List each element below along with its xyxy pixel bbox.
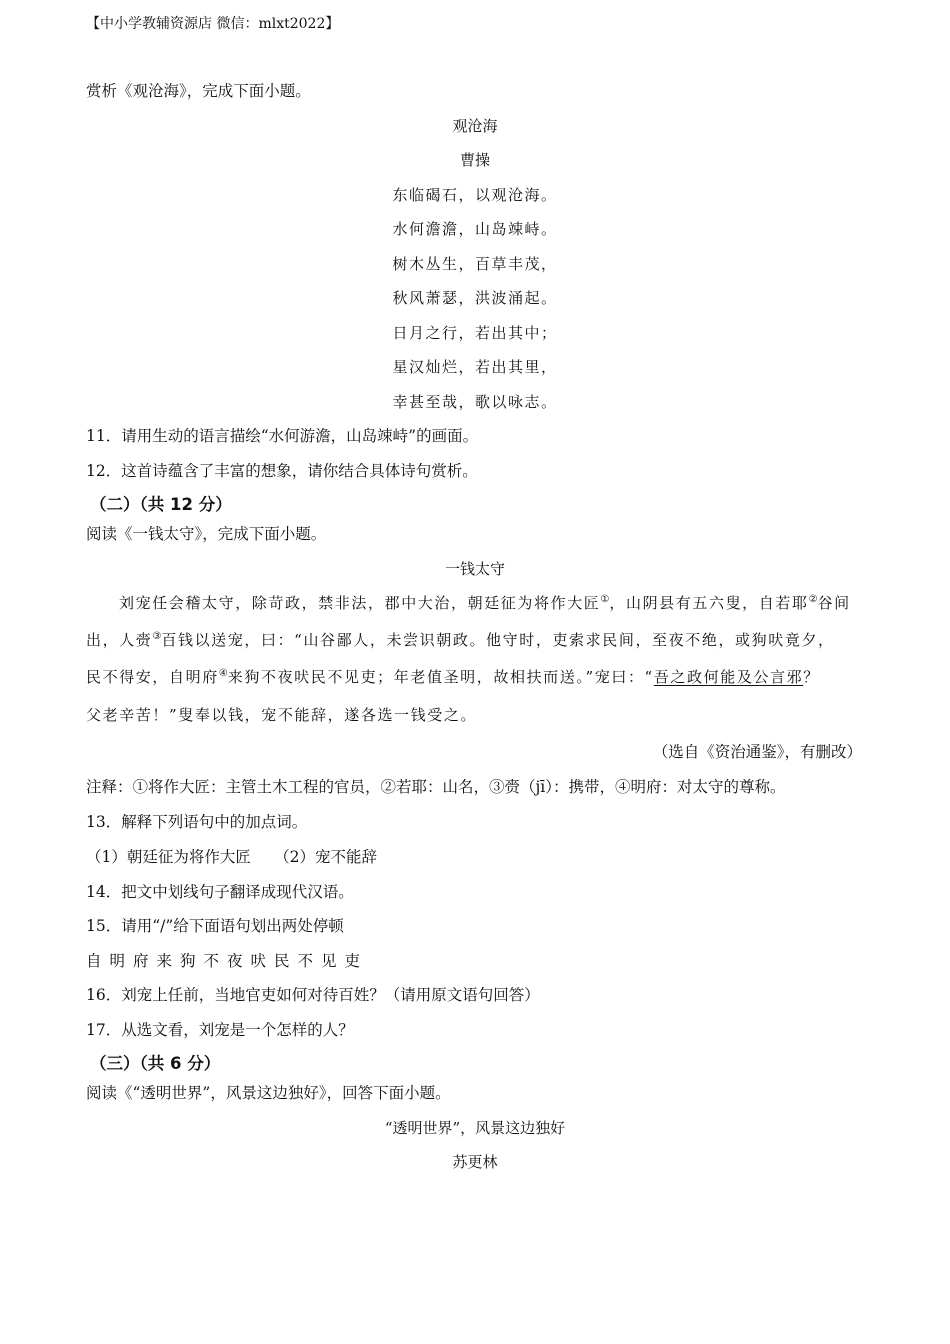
section-2-heading: （二）（共 12 分） [90, 495, 232, 514]
poem-line: 水何澹澹，山岛竦峙。 [392, 220, 558, 238]
passage-source: （选自《资治通鉴》，有删改） [652, 743, 862, 761]
question-16: 16．刘宠上任前，当地官吏如何对待百姓？（请用原文语句回答） [86, 986, 540, 1004]
header-watermark: 【中小学教辅资源店 微信：mlxt2022】 [86, 16, 340, 32]
question-15-sentence: 自明府来狗不夜吠民不见吏 [86, 952, 369, 970]
underlined-sentence: 吾之政何能及公言邪 [653, 668, 804, 686]
question-13-items: （1）朝廷征为将作大匠 （2）宠不能辞 [86, 848, 377, 866]
passage-line-2: 出，人赍③百钱以送宠，曰：“山谷鄙人，未尝识朝政。他守时，吏索求民间，至夜不绝，或狗吠竟夕， [86, 631, 835, 649]
article-author: 苏更林 [452, 1153, 498, 1171]
footnote-marker: ④ [218, 668, 228, 679]
annotation-notes: 注释：①将作大匠：主管土木工程的官员，②若耶：山名，③赍（jī）：携带，④明府：对太守的尊称。 [86, 778, 786, 796]
question-12: 12．这首诗蕴含了丰富的想象，请你结合具体诗句赏析。 [86, 462, 478, 480]
question-11: 11．请用生动的语言描绘“水何游澹，山岛竦峙”的画面。 [86, 427, 479, 445]
footnote-marker: ② [808, 594, 818, 605]
footnote-marker: ① [600, 594, 610, 605]
poem-line: 日月之行，若出其中； [392, 324, 558, 342]
poem-line: 星汉灿烂，若出其里， [392, 358, 558, 376]
passage-line-1: 刘宠任会稽太守，除苛政，禁非法，郡中大治，朝廷征为将作大匠①，山阴县有五六叟，自若耶②谷间 [119, 594, 851, 612]
poem-title: 观沧海 [452, 117, 498, 135]
question-15: 15．请用“/”给下面语句划出两处停顿 [86, 917, 344, 935]
question-13: 13．解释下列语句中的加点词。 [86, 813, 308, 831]
footnote-marker: ③ [152, 631, 162, 642]
poem-line: 树木丛生，百草丰茂， [392, 255, 558, 273]
sec1-intro: 赏析《观沧海》，完成下面小题。 [86, 82, 311, 100]
passage-line-4: 父老辛苦！”叟奉以钱，宠不能辞，遂各选一钱受之。 [86, 706, 478, 724]
passage-title: 一钱太守 [444, 560, 505, 578]
poem-author: 曹操 [459, 151, 490, 169]
sec3-intro: 阅读《“透明世界”，风景这边独好》，回答下面小题。 [86, 1084, 451, 1102]
poem-line: 秋风萧瑟，洪波涌起。 [392, 289, 558, 307]
question-14: 14．把文中划线句子翻译成现代汉语。 [86, 883, 354, 901]
poem-line: 东临碣石，以观沧海。 [392, 186, 558, 204]
question-17: 17．从选文看，刘宠是一个怎样的人？ [86, 1021, 354, 1039]
article-title: “透明世界”，风景这边独好 [384, 1119, 566, 1137]
passage-line-3: 民不得安，自明府④来狗不夜吠民不见吏；年老值圣明，故相扶而送。”宠曰：“吾之政何能及公言邪？ [86, 668, 820, 686]
poem-line: 幸甚至哉，歌以咏志。 [392, 393, 558, 411]
sec2-intro: 阅读《一钱太守》，完成下面小题。 [86, 525, 327, 543]
section-3-heading: （三）（共 6 分） [90, 1054, 221, 1073]
